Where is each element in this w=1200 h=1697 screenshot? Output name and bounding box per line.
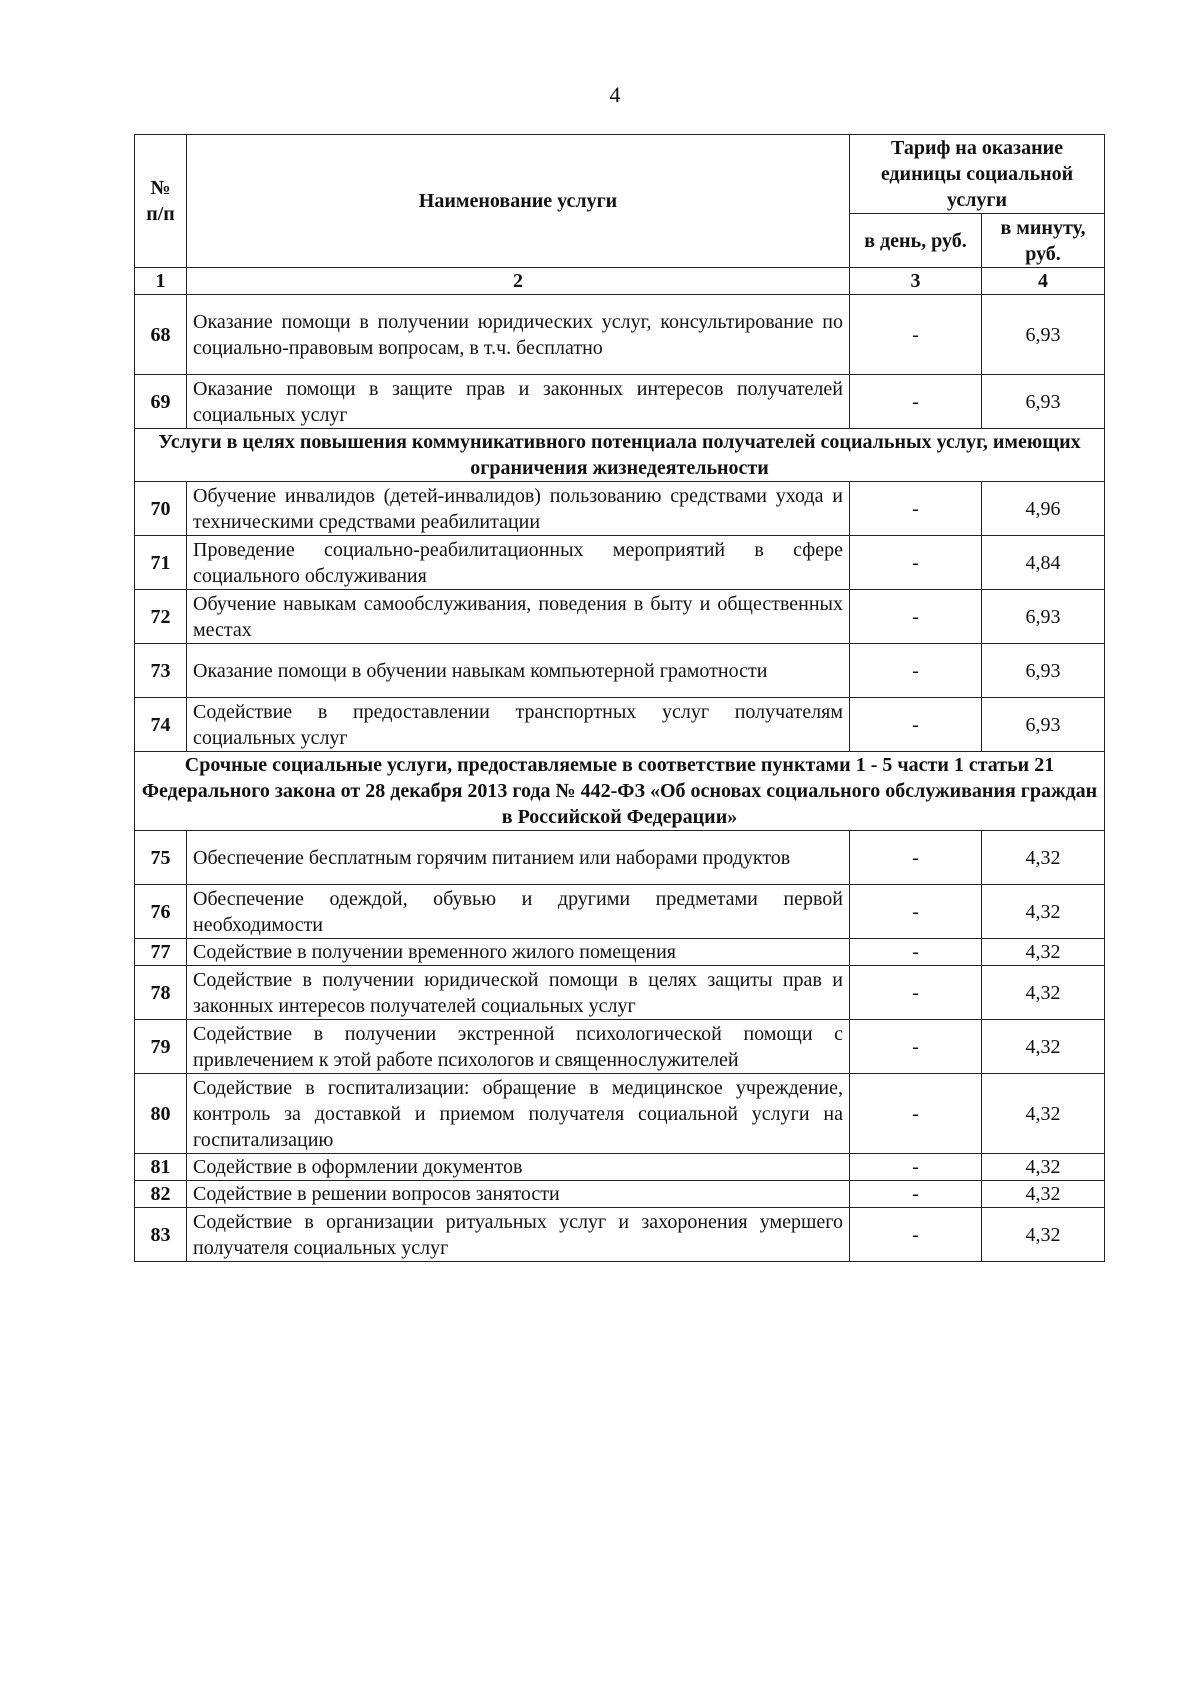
tariff-per-day: - — [850, 1020, 982, 1074]
table-row — [135, 590, 1105, 644]
row-number: 79 — [135, 1020, 187, 1074]
row-number: 69 — [135, 375, 187, 429]
tariff-per-day: - — [850, 966, 982, 1020]
tariff-per-minute: 6,93 — [982, 698, 1105, 752]
header-tariff: Тариф на оказание единицы социальной услуги — [850, 135, 1105, 214]
table-row — [135, 966, 1105, 1020]
service-name: Обеспечение бесплатным горячим питанием или наборами продуктов — [187, 831, 850, 885]
table-row — [135, 698, 1105, 752]
table-row — [135, 831, 1105, 885]
tariff-per-minute: 4,32 — [982, 1208, 1105, 1262]
tariff-per-minute: 4,96 — [982, 482, 1105, 536]
row-number: 70 — [135, 482, 187, 536]
tariff-per-minute: 4,32 — [982, 1020, 1105, 1074]
section-title: Срочные социальные услуги, предоставляемые в соответствие пунктами 1 - 5 части 1 статьи 21 Федерального закона от 28 декабря 2013 года № 442-ФЗ «Об основах социального обслуживания граждан в Российской Федерации» — [135, 752, 1105, 831]
column-numbers-row — [135, 268, 1105, 295]
row-number: 74 — [135, 698, 187, 752]
tariff-per-day: - — [850, 1074, 982, 1154]
row-number: 80 — [135, 1074, 187, 1154]
column-number: 3 — [850, 268, 982, 295]
table-row — [135, 1020, 1105, 1074]
service-name: Проведение социально-реабилитационных мероприятий в сфере социального обслуживания — [187, 536, 850, 590]
header-per-minute: в минуту, руб. — [982, 214, 1105, 268]
tariff-per-minute: 4,84 — [982, 536, 1105, 590]
tariff-per-day: - — [850, 644, 982, 698]
table-row — [135, 1154, 1105, 1181]
tariff-per-day: - — [850, 1181, 982, 1208]
column-number: 2 — [187, 268, 850, 295]
tariff-per-day: - — [850, 885, 982, 939]
table-row — [135, 482, 1105, 536]
service-name: Содействие в оформлении документов — [187, 1154, 850, 1181]
service-name: Содействие в предоставлении транспортных услуг получателям социальных услуг — [187, 698, 850, 752]
service-name: Содействие в получении экстренной психологической помощи с привлечением к этой работе психологов и священнослужителей — [187, 1020, 850, 1074]
header-num: № п/п — [135, 135, 187, 268]
row-number: 83 — [135, 1208, 187, 1262]
row-number: 78 — [135, 966, 187, 1020]
section-row — [135, 752, 1105, 831]
page-number: 4 — [609, 82, 621, 107]
row-number: 76 — [135, 885, 187, 939]
table-row — [135, 885, 1105, 939]
table-row — [135, 1181, 1105, 1208]
table-row — [135, 1208, 1105, 1262]
tariff-per-day: - — [850, 590, 982, 644]
table-row — [135, 295, 1105, 375]
tariff-per-minute: 6,93 — [982, 295, 1105, 375]
service-name: Содействие в решении вопросов занятости — [187, 1181, 850, 1208]
tariff-per-day: - — [850, 1208, 982, 1262]
table-row — [135, 536, 1105, 590]
tariff-per-day: - — [850, 536, 982, 590]
tariff-per-minute: 4,32 — [982, 939, 1105, 966]
service-name: Оказание помощи в защите прав и законных интересов получателей социальных услуг — [187, 375, 850, 429]
tariff-per-minute: 6,93 — [982, 590, 1105, 644]
tariff-per-minute: 4,32 — [982, 831, 1105, 885]
service-name: Обучение навыкам самообслуживания, поведения в быту и общественных местах — [187, 590, 850, 644]
tariff-per-minute: 6,93 — [982, 644, 1105, 698]
section-row — [135, 429, 1105, 482]
service-name: Оказание помощи в получении юридических услуг, консультирование по социально-правовым вопросам, в т.ч. бесплатно — [187, 295, 850, 375]
row-number: 72 — [135, 590, 187, 644]
tariff-per-minute: 4,32 — [982, 1074, 1105, 1154]
tariff-per-minute: 6,93 — [982, 375, 1105, 429]
table-row — [135, 644, 1105, 698]
row-number: 82 — [135, 1181, 187, 1208]
tariff-per-day: - — [850, 1154, 982, 1181]
tariff-per-minute: 4,32 — [982, 966, 1105, 1020]
row-number: 75 — [135, 831, 187, 885]
tariff-per-day: - — [850, 698, 982, 752]
tariff-per-minute: 4,32 — [982, 885, 1105, 939]
tariff-per-day: - — [850, 482, 982, 536]
row-number: 68 — [135, 295, 187, 375]
service-name: Содействие в получении временного жилого помещения — [187, 939, 850, 966]
section-title: Услуги в целях повышения коммуникативного потенциала получателей социальных услуг, имеющих ограничения жизнедеятельности — [135, 429, 1105, 482]
row-number: 71 — [135, 536, 187, 590]
tariff-per-day: - — [850, 939, 982, 966]
column-number: 1 — [135, 268, 187, 295]
table-row — [135, 939, 1105, 966]
row-number: 77 — [135, 939, 187, 966]
tariff-per-day: - — [850, 375, 982, 429]
tariff-per-minute: 4,32 — [982, 1154, 1105, 1181]
table-row — [135, 1074, 1105, 1154]
row-number: 81 — [135, 1154, 187, 1181]
tariff-per-minute: 4,32 — [982, 1181, 1105, 1208]
tariff-per-day: - — [850, 295, 982, 375]
column-number: 4 — [982, 268, 1105, 295]
service-name: Содействие в госпитализации: обращение в медицинское учреждение, контроль за доставкой и приемом получателя социальной услуги на госпитализацию — [187, 1074, 850, 1154]
service-name: Содействие в получении юридической помощи в целях защиты прав и законных интересов получателей социальных услуг — [187, 966, 850, 1020]
service-name: Обучение инвалидов (детей-инвалидов) пользованию средствами ухода и техническими средствами реабилитации — [187, 482, 850, 536]
tariff-per-day: - — [850, 831, 982, 885]
table-row — [135, 375, 1105, 429]
row-number: 73 — [135, 644, 187, 698]
service-name: Обеспечение одеждой, обувью и другими предметами первой необходимости — [187, 885, 850, 939]
header-per-day: в день, руб. — [850, 214, 982, 268]
service-name: Содействие в организации ритуальных услуг и захоронения умершего получателя социальных услуг — [187, 1208, 850, 1262]
service-name: Оказание помощи в обучении навыкам компьютерной грамотности — [187, 644, 850, 698]
header-name: Наименование услуги — [187, 135, 850, 268]
tariff-table — [134, 134, 1105, 1262]
